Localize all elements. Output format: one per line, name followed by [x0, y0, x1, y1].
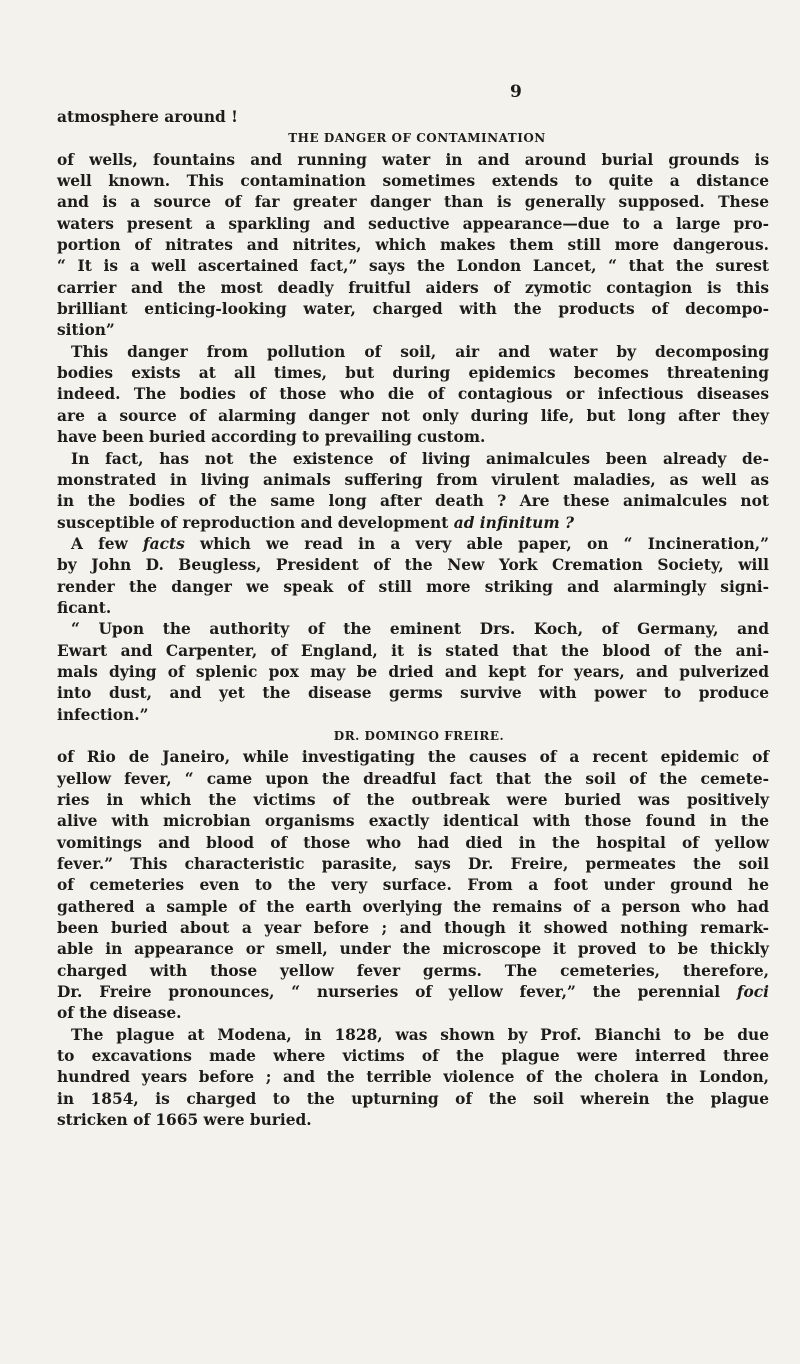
text-line: alive with microbian organisms exactly identical with those found in the — [57, 812, 769, 831]
page-number: 9 — [510, 82, 522, 102]
text-line: vomitings and blood of those who had died in the hospital of yellow — [57, 833, 769, 852]
paragraph — [57, 1025, 769, 1132]
italic-phrase: ad infinitum ? — [453, 513, 575, 532]
text-line: monstrated in living animals suffering from virulent maladies, as well as — [57, 470, 769, 489]
text-line: of cemeteries even to the very surface. From a foot under ground he — [57, 876, 769, 895]
text-line: fever.” This characteristic parasite, says Dr. Freire, permeates the soil — [57, 855, 769, 874]
text-line: mals dying of splenic pox may be dried and kept for years, and pulverized — [57, 662, 769, 681]
text-line — [57, 982, 769, 1003]
text-span: A few — [71, 534, 144, 553]
text-line: bodies exists at all times, but during epidemics becomes threatening — [57, 364, 769, 383]
text-line: indeed. The bodies of those who die of contagious or infectious diseases — [57, 385, 769, 404]
text-line: into dust, and yet the disease germs survive with power to produce — [57, 684, 769, 703]
paragraph — [57, 449, 769, 534]
text-line: been buried about a year before ; and though it showed nothing remark- — [57, 919, 769, 938]
text-line: In fact, has not the existence of living animalcules been already de- — [71, 449, 769, 468]
text-line: are a source of alarming danger not only during life, but long after they — [57, 406, 769, 425]
intro-line: atmosphere around ! — [57, 108, 238, 126]
text-span: Dr. Freire pronounces, “ nurseries of yellow fever,” the perennial — [57, 983, 737, 1002]
italic-word: facts — [143, 534, 185, 553]
text-line: carrier and the most deadly fruitful aiders of zymotic contagion is this — [57, 278, 769, 297]
text-line: well known. This contamination sometimes extends to quite a distance — [57, 172, 769, 191]
section-heading-freire: DR. DOMINGO FREIRE. — [333, 728, 505, 743]
paragraph — [57, 747, 769, 1024]
text-line: have been buried according to prevailing custom. — [57, 428, 486, 447]
text-line: brilliant enticing-looking water, charged with the products of decompo- — [57, 300, 769, 319]
text-line: infection.” — [57, 705, 149, 724]
text-line: gathered a sample of the earth overlying the remains of a person who had — [57, 897, 769, 916]
text-line: stricken of 1665 were buried. — [57, 1111, 312, 1130]
text-line: able in appearance or smell, under the microscope it proved to be thickly — [57, 940, 769, 959]
text-line: by John D. Beugless, President of the New York Cremation Society, will — [57, 556, 769, 575]
text-line: The plague at Modena, in 1828, was shown by Prof. Bianchi to be due — [71, 1025, 769, 1044]
paragraph — [57, 619, 769, 726]
text-line: yellow fever, “ came upon the dreadful fact that the soil of the cemete- — [57, 769, 769, 788]
text-line: “ It is a well ascertained fact,” says the London Lancet, “ that the surest — [57, 257, 769, 276]
text-line: in the bodies of the same long after death ? Are these animalcules not — [57, 492, 769, 511]
text-line: of Rio de Janeiro, while investigating the causes of a recent epidemic of — [57, 748, 769, 767]
text-line: hundred years before ; and the terrible violence of the cholera in London, — [57, 1068, 769, 1087]
text-line — [57, 513, 769, 534]
text-span: susceptible of reproduction and development — [57, 513, 454, 532]
text-line: sition” — [57, 321, 115, 340]
text-line: portion of nitrates and nitrites, which makes them still more dangerous. — [57, 236, 769, 255]
text-line: render the danger we speak of still more striking and alarmingly signi- — [57, 577, 769, 596]
text-line: ficant. — [57, 598, 112, 617]
text-span: which we read in a very able paper, on “ Incineration,” — [184, 534, 769, 553]
section-heading-contamination: THE DANGER OF CONTAMINATION — [288, 131, 546, 146]
text-line: to excavations made where victims of the plague were interred three — [57, 1047, 769, 1066]
text-line: in 1854, is charged to the upturning of the soil wherein the plague — [57, 1089, 769, 1108]
text-line: of the disease. — [57, 1004, 182, 1023]
page-body — [57, 107, 769, 1132]
text-line: waters present a sparkling and seductive appearance—due to a large pro- — [57, 214, 769, 233]
paragraph — [57, 150, 769, 342]
text-line: and is a source of far greater danger than is generally supposed. These — [57, 193, 769, 212]
text-line: Ewart and Carpenter, of England, it is stated that the blood of the ani- — [57, 641, 769, 660]
text-line — [57, 534, 769, 555]
text-line: charged with those yellow fever germs. The cemeteries, therefore, — [57, 961, 769, 980]
text-line: ries in which the victims of the outbreak were buried was positively — [57, 791, 769, 809]
text-line: “ Upon the authority of the eminent Drs. Koch, of Germany, and — [71, 620, 769, 639]
text-line: This danger from pollution of soil, air and water by decomposing — [71, 342, 769, 361]
paragraph — [57, 342, 769, 449]
text-line: of wells, fountains and running water in and around burial grounds is — [57, 150, 769, 169]
italic-word: foci — [736, 983, 769, 1002]
paragraph — [57, 534, 769, 619]
